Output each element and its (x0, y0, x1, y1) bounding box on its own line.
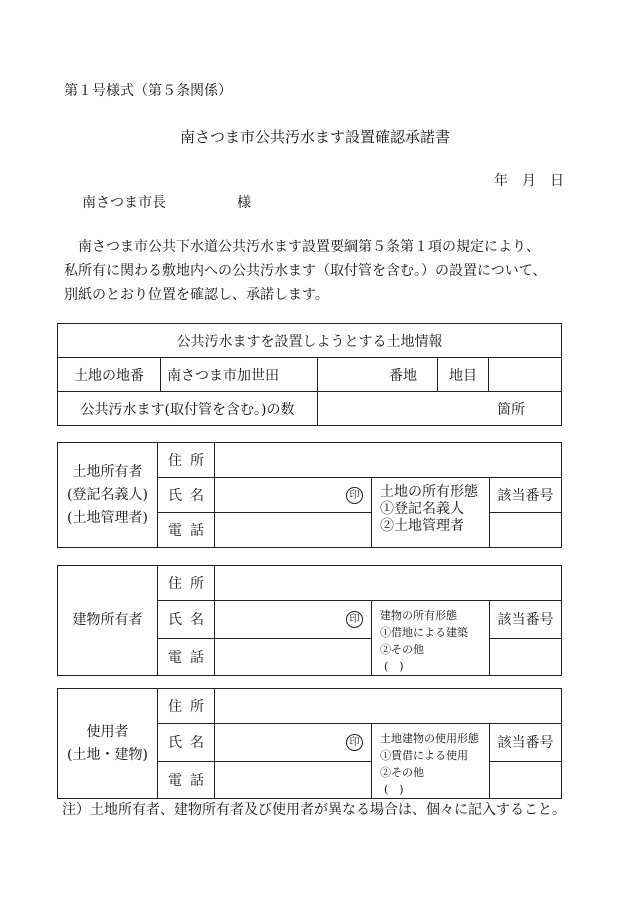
lot-prefix: 南さつま市加世田 (161, 358, 318, 392)
land-owner-phone-label: 電話 (158, 513, 215, 548)
sewer-count-label: 公共汚水ます(取付管を含む。)の数 (58, 392, 318, 426)
user-applicable-field[interactable] (490, 761, 562, 799)
sewer-count-field[interactable]: 箇所 (318, 392, 562, 426)
seal-mark: 印 (346, 487, 363, 504)
building-ownership-title: 建物の所有形態 (380, 609, 457, 622)
lot-number-field[interactable]: 番地 (318, 358, 438, 392)
body-line-3: 別紙のとおり位置を確認し、承諾します。 (64, 287, 329, 303)
building-owner-phone-label: 電話 (158, 638, 215, 676)
land-owner-label-1: 土地所有者 (72, 463, 143, 480)
document-title: 南さつま市公共汚水ます設置確認承諾書 (179, 128, 450, 146)
land-owner-name-field[interactable] (215, 478, 372, 513)
land-owner-applicable-label: 該当番号 (490, 478, 562, 513)
land-owner-phone-field[interactable] (215, 513, 372, 548)
user-name-label: 氏名 (158, 724, 215, 762)
land-owner-name-label: 氏名 (158, 478, 215, 513)
footnote: 注）土地所有者、建物所有者及び使用者が異なる場合は、個々に記入すること。 (62, 802, 566, 818)
land-category-field[interactable] (489, 358, 562, 392)
body-line-1: 南さつま市公共下水道公共汚水ます設置要綱第５条第１項の規定により、 (78, 239, 540, 255)
body-line-2: 私所有に関わる敷地内への公共汚水ます（取付管を含む。）の設置について、 (64, 263, 547, 279)
seal-mark: 印 (346, 734, 363, 751)
building-owner-name-field[interactable] (215, 601, 372, 639)
usage-type-opt1: ①賃借による使用 (380, 749, 468, 762)
user-label-2: (土地・建物) (67, 746, 148, 763)
land-info-table (57, 323, 562, 426)
form-number: 第１号様式（第５条関係） (64, 83, 232, 99)
user-table (57, 688, 562, 799)
land-owner-table (57, 442, 562, 548)
land-owner-address-label: 住所 (158, 443, 215, 478)
building-ownership-other-field[interactable]: ( ) (384, 660, 404, 673)
land-owner-address-field[interactable] (215, 443, 562, 478)
body-text (64, 235, 574, 307)
lot-label: 土地の地番 (58, 358, 161, 392)
building-owner-label: 建物所有者 (58, 566, 158, 676)
building-owner-phone-field[interactable] (215, 638, 372, 676)
building-owner-applicable-field[interactable] (490, 638, 562, 676)
land-ownership-title: 土地の所有形態 (380, 484, 478, 500)
usage-type-other-field[interactable]: ( ) (384, 783, 404, 796)
building-owner-address-field[interactable] (215, 566, 562, 601)
land-owner-label (58, 443, 158, 548)
land-ownership-opt1: ①登記名義人 (380, 501, 464, 517)
building-owner-applicable-label: 該当番号 (490, 601, 562, 639)
seal-mark: 印 (346, 611, 363, 628)
user-label-1: 使用者 (86, 723, 129, 740)
addressee-honorific: 様 (237, 195, 251, 211)
land-owner-label-3: (土地管理者) (67, 509, 148, 526)
land-ownership-type (372, 478, 490, 548)
building-owner-address-label: 住所 (158, 566, 215, 601)
land-owner-applicable-field[interactable] (490, 513, 562, 548)
land-category-label: 地目 (438, 358, 489, 392)
user-phone-field[interactable] (215, 761, 372, 799)
addressee: 南さつま市長 (82, 195, 166, 211)
user-applicable-label: 該当番号 (490, 724, 562, 762)
building-owner-table (57, 565, 562, 676)
date-field: 年 月 日 (494, 173, 564, 189)
usage-type (372, 724, 490, 799)
usage-type-title: 土地建物の使用形態 (380, 732, 479, 745)
usage-type-opt2: ②その他 (380, 766, 424, 779)
user-phone-label: 電話 (158, 761, 215, 799)
land-info-header: 公共汚水ますを設置しようとする土地情報 (58, 324, 562, 358)
user-name-field[interactable] (215, 724, 372, 762)
building-ownership-type (372, 601, 490, 676)
building-ownership-opt1: ①借地による建築 (380, 626, 468, 639)
building-owner-name-label: 氏名 (158, 601, 215, 639)
user-label (58, 689, 158, 799)
land-ownership-opt2: ②土地管理者 (380, 518, 464, 534)
user-address-field[interactable] (215, 689, 562, 724)
land-owner-label-2: (登記名義人) (67, 486, 148, 503)
building-ownership-opt2: ②その他 (380, 643, 424, 656)
user-address-label: 住所 (158, 689, 215, 724)
